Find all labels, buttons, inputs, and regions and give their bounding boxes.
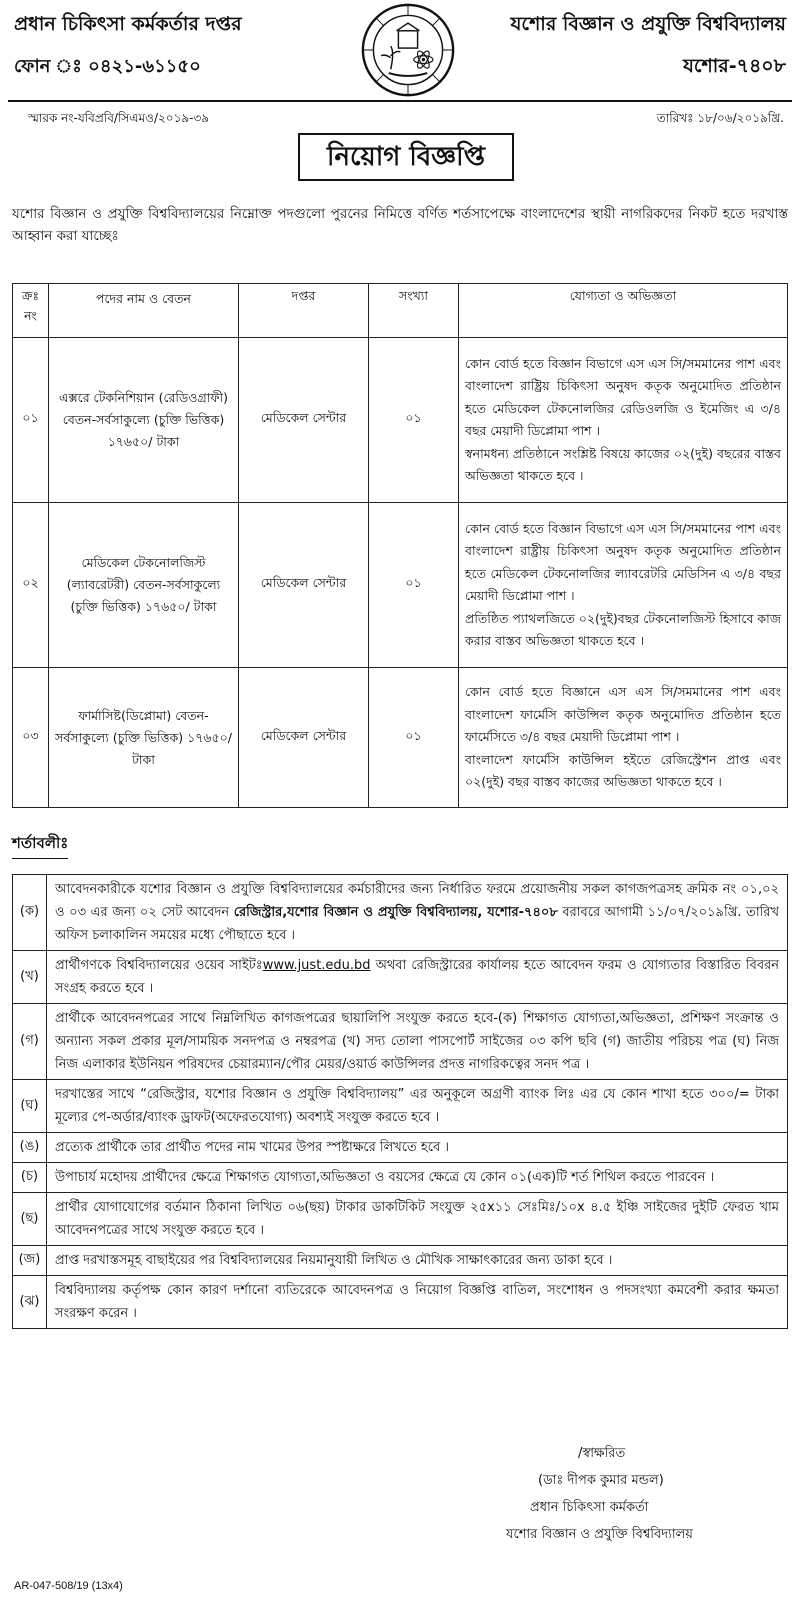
memo-date: তারিখঃ ১৮/০৬/২০১৯খ্রি. (656, 111, 784, 125)
office-title: প্রধান চিকিৎসা কর্মকর্তার দপ্তর (14, 13, 242, 35)
university-name: যশোর বিজ্ঞান ও প্রযুক্তি বিশ্ববিদ্যালয় (510, 13, 786, 35)
term-row (13, 1133, 788, 1163)
intro-paragraph: যশোর বিজ্ঞান ও প্রযুক্তি বিশ্ববিদ্যালয়ের নিম্নোক্ত পদগুলো পুরনের নিমিত্তে বর্ণিত শর্তসাপেক্ষে বাংলাদেশের স্থায়ী নাগরিকদের নিকট হতে দরখাস্ত আহ্বান করা যাচ্ছেঃ (12, 206, 788, 244)
notice-title: নিয়োগ বিজ্ঞপ্তি (298, 133, 514, 181)
table-row (13, 503, 788, 668)
term-key: (ঘ) (13, 1080, 47, 1133)
ad-reference-code: AR-047-508/19 (13x4) (14, 1580, 123, 1592)
column-header: যোগ্যতা ও অভিজ্ঞতা (459, 284, 788, 338)
term-row (13, 1080, 788, 1133)
serial-cell: ০২ (13, 503, 49, 668)
column-header: সংখ্যা (369, 284, 459, 338)
column-header: দপ্তর (239, 284, 369, 338)
count-cell: ০১ (369, 338, 459, 503)
serial-cell: ০৩ (13, 668, 49, 808)
term-key: (চ) (13, 1163, 47, 1193)
term-row (13, 951, 788, 1004)
serial-cell: ০১ (13, 338, 49, 503)
count-cell: ০১ (369, 503, 459, 668)
term-text: বিশ্ববিদ্যালয় কর্তৃপক্ষ কোন কারণ দর্শানো ব্যতিরেকে আবেদনপত্র ও নিয়োগ বিজ্ঞপ্তি বাতিল, সংশোধন ও পদসংখ্যা কমবেশী করার ক্ষমতা সংরক্ষণ করেন । (47, 1276, 788, 1329)
term-text: দরখাস্তের সাথে “রেজিস্ট্রার, যশোর বিজ্ঞান ও প্রযুক্তি বিশ্ববিদ্যালয়” এর অনুকূলে অগ্রণী ব্যাংক লিঃ এর যে কোন শাখা হতে ৩০০/= টাকা মূল্যের পে-অর্ডার/ব্যাংক ড্রাফট(অফেরতযোগ্য) অবশ্যই সংযুক্ত করতে হবে । (47, 1080, 788, 1133)
signatory-organization: যশোর বিজ্ঞান ও প্রযুক্তি বিশ্ববিদ্যালয় (506, 1527, 693, 1542)
count-cell: ০১ (369, 668, 459, 808)
table-header-row (13, 284, 788, 338)
term-key: (ঝ) (13, 1276, 47, 1329)
term-key: (জ) (13, 1246, 47, 1276)
signed-mark: /স্বাক্ষরিত (578, 1446, 626, 1461)
term-text (47, 875, 788, 951)
memo-number: স্মারক নং-যবিপ্রবি/সিএমও/২০১৯-৩৯ (28, 111, 210, 125)
post-name-cell: এক্সরে টেকনিশিয়ান (রেডিওগ্রাফী) বেতন-সর্বসাকুল্যে (চুক্তি ভিত্তিক) ১৭৬৫০/ টাকা (49, 338, 239, 503)
term-text: প্রাপ্ত দরখাস্তসমূহ বাছাইয়ের পর বিশ্ববিদ্যালয়ের নিয়মানুযায়ী লিখিত ও মৌখিক সাক্ষাৎকারের জন্য ডাকা হবে । (47, 1246, 788, 1276)
term-text: প্রত্যেক প্রার্থীকে তার প্রার্থীত পদের নাম খামের উপর স্পষ্টাক্ষরে লিখতে হবে । (47, 1133, 788, 1163)
term-text-part: অথবা রেজিস্ট্রারের কার্যালয় হতে আবেদন ফরম ও যোগ্যতার বিস্তারিত বিবরন সংগ্রহ করতে হবে । (55, 958, 779, 996)
qualification-text: কোন বোর্ড হতে বিজ্ঞান বিভাগে এস এস সি/সমমানের পাশ এবং বাংলাদেশ রাষ্ট্রিয় চিকিৎসা অনুষদ কতৃক অনুমোদিত প্রতিষ্ঠান হতে মেডিকেল টেকনোলজির রেডিওলজি ও ইমেজিং এ ৩/৪ বছর মেয়াদী ডিপ্লোমা পাশ । (465, 355, 781, 438)
term-key: (খ) (13, 951, 47, 1004)
term-key: (ছ) (13, 1193, 47, 1246)
term-text-part: প্রার্থীগণকে বিশ্ববিদ্যালয়ের ওয়েব সাইটঃ (55, 958, 263, 973)
term-row (13, 1246, 788, 1276)
qualification-cell (459, 338, 788, 503)
term-text: উপাচার্য মহোদয় প্রার্থীদের ক্ষেত্রে শিক্ষাগত যোগ্যতা,অভিজ্ঞতা ও বয়সের ক্ষেত্রে যে কোন ০১(এক)টি শর্ত শিথিল করতে পারবেন । (47, 1163, 788, 1193)
experience-text: স্বনামধন্য প্রতিষ্ঠানে সংশ্লিষ্ট বিষয়ে কাজের ০২(দুই) বছরের বাস্তব অভিজ্ঞতা থাকতে হবে । (465, 445, 781, 483)
term-row (13, 1163, 788, 1193)
qualification-text: কোন বোর্ড হতে বিজ্ঞানে এস এস সি/সমমানের পাশ এবং বাংলাদেশ ফার্মেসি কাউন্সিল কতৃক অনুমোদিত প্রতিষ্ঠান হতে ফার্মেসিতে ৩/৪ বছর মেয়াদী ডিপ্লোমা পাশ । (465, 684, 781, 745)
table-row (13, 668, 788, 808)
term-text: প্রার্থীকে আবেদনপত্রের সাথে নিম্নলিখিত কাগজপত্রের ছায়ালিপি সংযুক্ত করতে হবে-(ক) শিক্ষাগত যোগ্যতা,অভিজ্ঞতা, প্রশিক্ষণ সংক্রান্ত ও অন্যান্য সকল প্রকার মূল/সাময়িক সনদপত্র ও নম্বরপত্র (খ) সদ্য তোলা পাসপোর্ট সাইজের ০৩ কপি ছবি (গ) জাতীয় পরিচয় পত্র (ঘ) নিজ নিজ এলাকার ইউনিয়ন পরিষদের চেয়ারম্যান/পৌর মেয়র/ওয়ার্ড কাউন্সিলর প্রদত্ত নাগরিকত্বের সনদ পত্র । (47, 1004, 788, 1080)
signatory-name: (ডাঃ দীপক কুমার মন্ডল) (538, 1473, 664, 1488)
office-phone: ফোন ঃ ০৪২১-৬১১৫০ (14, 56, 201, 77)
university-seal-icon (360, 2, 456, 98)
term-text-part: আবেদনকারীকে যশোর বিজ্ঞান ও প্রযুক্তি বিশ্ববিদ্যালয়ের কর্মচারীদের জন্য নির্ধারিত ফরমে প্রয়োজনীয় সকল কাগজপত্রসহ ক্রমিক নং ০১,০২ ও ০৩ এর জন্য ০২ সেট আবেদন (55, 882, 779, 920)
post-name-cell: ফার্মাসিষ্ট(ডিপ্লোমা) বেতন-সর্বসাকুল্যে (চুক্তি ভিত্তিক) ১৭৬৫০/ টাকা (49, 668, 239, 808)
term-text (47, 951, 788, 1004)
header-divider (8, 100, 792, 102)
terms-table (12, 874, 788, 1329)
signatory-title: প্রধান চিকিৎসা কর্মকর্তা (530, 1500, 649, 1515)
experience-text: প্রতিষ্ঠিত প্যাথলজিতে ০২(দুই)বছর টেকনোলজিস্ট হিসাবে কাজ করার বাস্তব অভিজ্ঞতা থাকতে হবে । (465, 610, 781, 648)
table-row (13, 338, 788, 503)
term-text: প্রার্থীর যোগাযোগের বর্তমান ঠিকানা লিখিত ০৬(ছয়) টাকার ডাকটিকিট সংযুক্ত ২৫x১১ সেঃমিঃ/১০x ৪.৫ ইঞ্চি সাইজের দুইটি ফেরত খাম আবেদনপত্রের সাথে সংযুক্ত করতে হবে । (47, 1193, 788, 1246)
term-key: (গ) (13, 1004, 47, 1080)
post-name-cell: মেডিকেল টেকনোলজিস্ট (ল্যাবরেটরী) বেতন-সর্বসাকুল্যে (চুক্তি ভিত্তিক) ১৭৬৫০/ টাকা (49, 503, 239, 668)
term-row (13, 1276, 788, 1329)
qualification-cell (459, 668, 788, 808)
term-row (13, 875, 788, 951)
department-cell: মেডিকেল সেন্টার (239, 338, 369, 503)
term-row (13, 1004, 788, 1080)
column-header: পদের নাম ও বেতন (49, 284, 239, 338)
department-cell: মেডিকেল সেন্টার (239, 503, 369, 668)
term-row (13, 1193, 788, 1246)
department-cell: মেডিকেল সেন্টার (239, 668, 369, 808)
term-key: (ক) (13, 875, 47, 951)
qualification-text: কোন বোর্ড হতে বিজ্ঞান বিভাগে এস এস সি/সমমানের পাশ এবং বাংলাদেশ রাষ্ট্রীয় চিকিৎসা অনুষদ কতৃক অনুমোদিত প্রতিষ্ঠান হতে মেডিকেল টেকনোলজির ল্যাবরেটরি মেডিসিন এ ৩/৪ বছর মেয়াদী ডিপ্লোমা পাশ । (465, 520, 781, 603)
signature-block (506, 1440, 786, 1548)
terms-heading: শর্তাবলীঃ (12, 832, 68, 859)
experience-text: বাংলাদেশ ফার্মেসি কাউন্সিল হইতে রেজিস্ট্রেশন প্রাপ্ত এবং ০২(দুই) বছর বাস্তব কাজের অভিজ্ঞতা থাকতে হবে । (465, 751, 781, 790)
column-header: ক্রঃ নং (13, 284, 49, 338)
letterhead (0, 0, 800, 100)
registrar-address: রেজিস্ট্রার,যশোর বিজ্ঞান ও প্রযুক্তি বিশ্ববিদ্যালয়, যশোর-৭৪০৮ (233, 905, 558, 920)
term-text-part: বরাবরে আগামী ১১/০৭/২০১৯খ্রি. তারিখ অফিস চলাকালিন সময়ের মধ্যে পৌছাতে হবে । (55, 905, 779, 943)
term-key: (ঙ) (13, 1133, 47, 1163)
posts-table (12, 283, 788, 808)
university-city: যশোর-৭৪০৮ (682, 55, 786, 77)
qualification-cell (459, 503, 788, 668)
website-link[interactable]: www.just.edu.bd (262, 958, 371, 973)
